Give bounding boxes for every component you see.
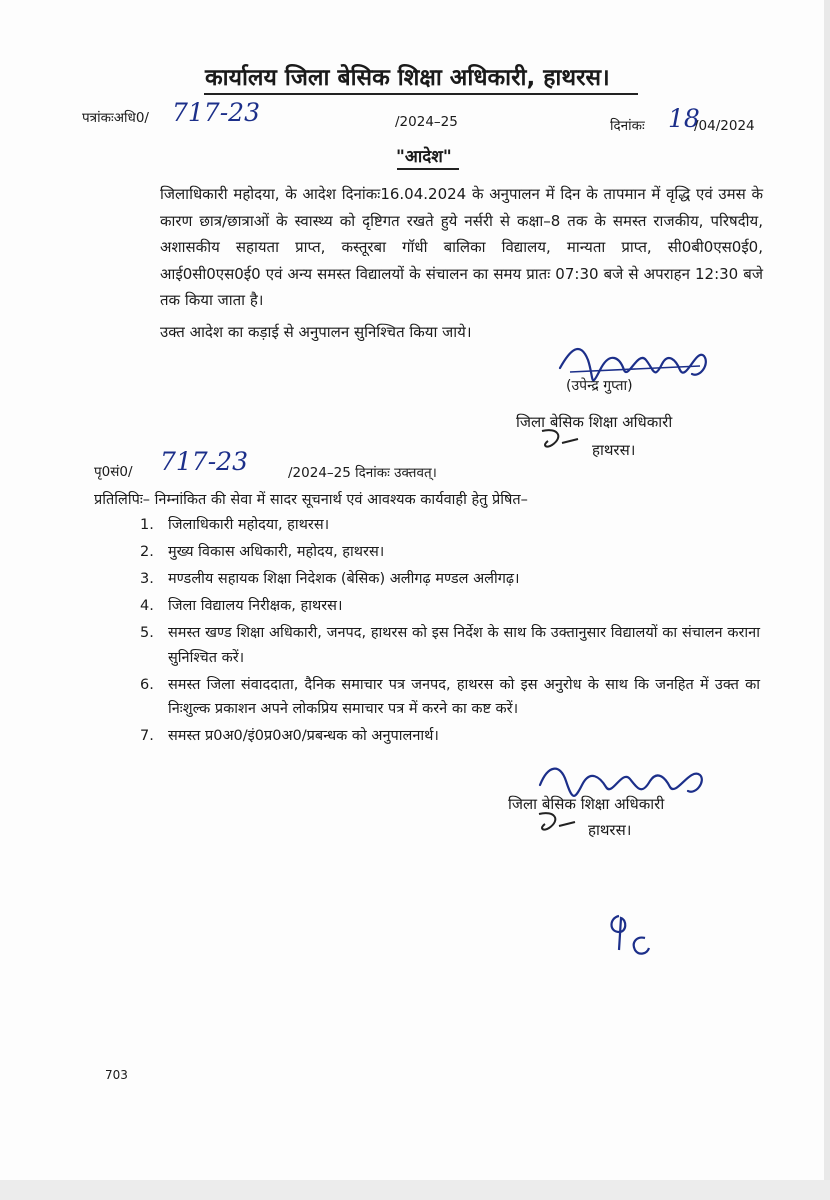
scan-edge-right bbox=[824, 0, 830, 1200]
patrank-label: पत्रांकःअधि0/ bbox=[82, 110, 149, 126]
date-day-handwritten: 18 bbox=[668, 104, 700, 133]
signatory-designation-2: जिला बेसिक शिक्षा अधिकारी bbox=[508, 795, 665, 813]
date-rest: /04/2024 bbox=[694, 118, 755, 134]
order-paragraph bbox=[88, 181, 763, 314]
copy-recipient-list bbox=[140, 513, 760, 751]
handwritten-mark bbox=[605, 910, 655, 965]
signatory-designation-1: जिला बेसिक शिक्षा अधिकारी bbox=[516, 413, 673, 431]
office-title: कार्यालय जिला बेसिक शिक्षा अधिकारी, हाथरस। bbox=[205, 65, 610, 91]
order-paragraph-1: जिलाधिकारी महोदया, के आदेश दिनांकः16.04.2024 के अनुपालन में दिन के तापमान में वृद्धि एवं उमस के कारण छात्र/छात्राओं के स्वास्थ्य को दृष्टिगत रखते हुये नर्सरी से कक्षा–8 तक के समस्त राजकीय, परिषदीय, अशासकीय सहायता प्राप्त, कस्तूरबा गॉधी बालिका विद्यालय, मान्यता प्राप्त, सी0बी0एस0ई0, आई0सी0एस0ई0 एवं अन्य समस्त विद्यालयों के संचालन का समय प्रातः 07:30 बजे से अपराहन 12:30 बजे तक किया जाता है। bbox=[160, 185, 763, 309]
page-number: 703 bbox=[105, 1068, 128, 1082]
signatory-name: (उपेन्द्र गुप्ता) bbox=[566, 378, 633, 394]
list-item: 1. जिलाधिकारी महोदया, हाथरस। bbox=[140, 517, 330, 533]
signatory-place-1: हाथरस। bbox=[592, 441, 636, 459]
copy-prefix: पृ0सं0/ bbox=[94, 464, 133, 480]
signatory-place-2: हाथरस। bbox=[588, 821, 632, 839]
patrank-number-handwritten: 717-23 bbox=[172, 98, 260, 127]
date-label: दिनांकः bbox=[610, 118, 645, 134]
list-item: 2. मुख्य विकास अधिकारी, महोदय, हाथरस। bbox=[140, 544, 385, 560]
title-underline bbox=[204, 93, 638, 95]
copy-intro: प्रतिलिपिः– निम्नांकित की सेवा में सादर सूचनार्थ एवं आवश्यक कार्यवाही हेतु प्रेषित– bbox=[94, 492, 528, 508]
list-item: 6. समस्त जिला संवाददाता, दैनिक समाचार पत्र जनपद, हाथरस को इस अनुरोध के साथ कि जनहित में उक्त का निःशुल्क प्रकाशन अपने लोकप्रिय समाचार पत्र में करने का कष्ट करें। bbox=[140, 676, 760, 717]
list-item: 5. समस्त खण्ड शिक्षा अधिकारी, जनपद, हाथरस को इस निर्देश के साथ कि उक्तानुसार विद्यालयों का संचालन कराना सुनिश्चित करें। bbox=[140, 625, 760, 666]
scan-edge-bottom bbox=[0, 1180, 830, 1200]
list-item: 7. समस्त प्र0अ0/इं0प्र0अ0/प्रबन्धक को अनुपालनार्थ। bbox=[140, 728, 439, 744]
initials-1 bbox=[538, 425, 588, 455]
copy-year-date: /2024–25 दिनांकः उक्तवत्। bbox=[288, 465, 437, 481]
list-item: 3. मण्डलीय सहायक शिक्षा निदेशक (बेसिक) अलीगढ़ मण्डल अलीगढ़। bbox=[140, 571, 520, 587]
order-heading: "आदेश" bbox=[396, 147, 452, 167]
order-paragraph-2: उक्त आदेश का कड़ाई से अनुपालन सुनिश्चित किया जाये। bbox=[160, 323, 472, 341]
patrank-year: /2024–25 bbox=[395, 114, 458, 130]
initials-2 bbox=[535, 808, 585, 838]
heading-underline bbox=[397, 168, 459, 170]
list-item: 4. जिला विद्यालय निरीक्षक, हाथरस। bbox=[140, 598, 343, 614]
copy-number-handwritten: 717-23 bbox=[160, 447, 248, 476]
